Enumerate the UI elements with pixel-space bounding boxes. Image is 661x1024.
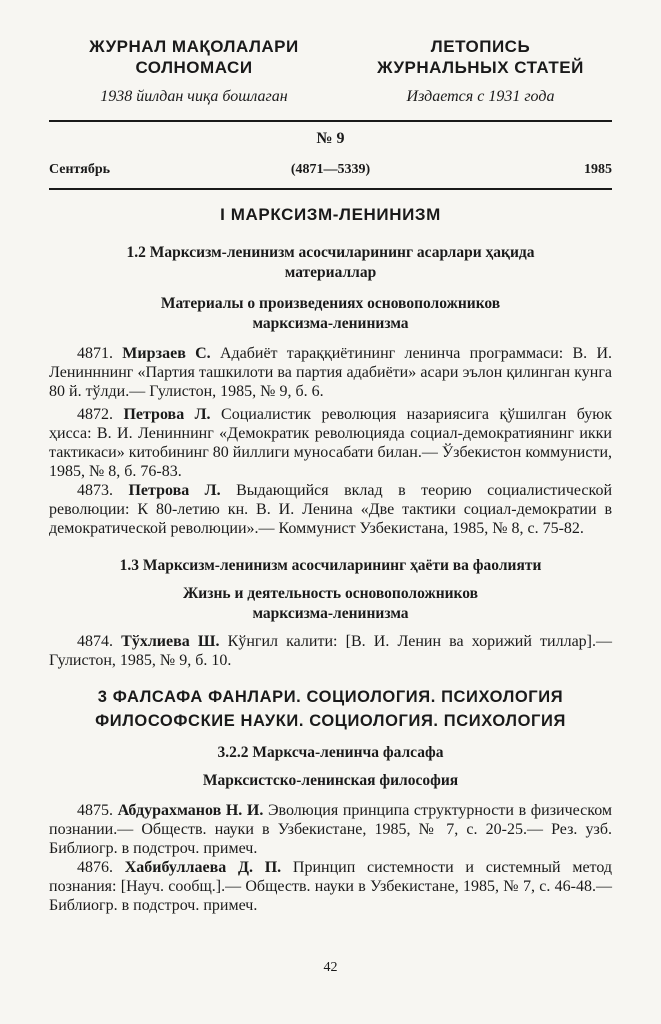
header-ru-title-line1: ЛЕТОПИСЬ (430, 37, 531, 56)
header-uz-subtitle: 1938 йилдан чиқа бошлаган (100, 88, 288, 105)
entry-number: 4872. (77, 406, 113, 423)
entry-author: Абдурахманов Н. И. (117, 802, 264, 819)
issue-range: (4871—5339) (290, 162, 371, 177)
entry-author: Петрова Л. (128, 482, 221, 499)
entry-text: Социалистик революция назариясига қўшилган буюк ҳисса: В. И. Лениннинг «Демократик революцияда социал-демократиянинг икки тактикаси» китобининг 80 йиллиги муносабати билан.— Ўзбекистон коммунисти, 1985, № 8, б. 76-83. (49, 406, 613, 480)
entry-number: 4873. (77, 482, 113, 499)
entry-number: 4871. (77, 345, 113, 362)
subsection-1-3-ru: Жизнь и деятельность основоположников марксизма-ленинизма (182, 585, 479, 622)
header-uz-title-line2: СОЛНОМАСИ (135, 58, 253, 77)
subsection-1-2-uz: 1.2 Марксизм-ленинизм асосчиларининг асарлари ҳақида материаллар (126, 244, 535, 281)
header-divider-bottom (49, 188, 612, 190)
subsection-1-2-ru: Материалы о произведениях основоположников марксизма-ленинизма (160, 295, 501, 332)
entry-author: Тўхлиева Ш. (121, 633, 220, 650)
entry-number: 4874. (77, 633, 113, 650)
entry-text: Выдающийся вклад в теорию социалистической революции: К 80-летию кн. В. И. Ленина «Две тактики социал-демократии в демократической революции».— Коммунист Узбекистана, 1985, № 8, с. 75-82. (49, 482, 613, 537)
section-title-philosophy-ru: ФИЛОСОФСКИЕ НАУКИ. СОЦИОЛОГИЯ. ПСИХОЛОГИЯ (95, 712, 566, 730)
subsection-3-2-2-ru: Марксистско-ленинская философия (202, 772, 459, 789)
entry-author: Петрова Л. (123, 406, 211, 423)
header-russian (349, 36, 612, 106)
header-ru-title-line2: ЖУРНАЛЬНЫХ СТАТЕЙ (377, 58, 584, 77)
entry-4871 (49, 344, 612, 401)
section-title-philosophy-uz: 3 ФАЛСАФА ФАНЛАРИ. СОЦИОЛОГИЯ. ПСИХОЛОГИЯ (97, 688, 564, 706)
entry-text: Принцип системности и системный метод познания: [Науч. сообщ.].— Обществ. науки в Узбекистане, 1985, № 7, с. 46-48.— Библиогр. в подстроч. примеч. (49, 859, 612, 914)
entry-author: Хабибуллаева Д. П. (124, 859, 282, 876)
section-title-marxism: I МАРКСИЗМ-ЛЕНИНИЗМ (220, 205, 441, 224)
issue-month: Сентябрь (49, 162, 111, 177)
issue-year: 1985 (584, 162, 612, 177)
entry-4875 (49, 801, 612, 858)
header-divider-top (49, 120, 612, 122)
page-number: 42 (323, 960, 338, 975)
subsection-3-2-2-uz: 3.2.2 Марксча-ленинча фалсафа (217, 744, 444, 761)
header-uzbek (49, 36, 339, 106)
entry-4872 (49, 405, 612, 481)
issue-number: № 9 (316, 130, 345, 147)
entry-4874 (49, 632, 612, 670)
entry-number: 4875. (77, 802, 113, 819)
header-ru-subtitle: Издается с 1931 года (406, 88, 555, 105)
subsection-1-3-uz: 1.3 Марксизм-ленинизм асосчиларининг ҳаёти ва фаолияти (119, 557, 542, 574)
entry-text: Эволюция принципа структурности в физическом познании.— Обществ. науки в Узбекистане, 1985, № 7, с. 20-25.— Рез. узб. Библиогр. в подстроч. примеч. (49, 802, 613, 857)
entry-4876 (49, 858, 612, 915)
entry-text: Кўнгил калити: [В. И. Ленин ва хорижий тиллар].— Гулистон, 1985, № 9, б. 10. (49, 633, 613, 669)
entry-number: 4876. (77, 859, 113, 876)
content (49, 205, 612, 915)
entry-text: Адабиёт тараққиётининг ленинча программаси: В. И. Ленинннинг «Партия ташкилоти ва партия адабиёти» асари эълон қилинган кунга 80 й. тўлди.— Гулистон, 1985, № 9, б. 6. (49, 345, 612, 400)
entry-author: Мирзаев С. (122, 345, 211, 362)
entry-4873 (49, 481, 612, 538)
header-uz-title-line1: ЖУРНАЛ МАҚОЛАЛАРИ (89, 37, 299, 56)
